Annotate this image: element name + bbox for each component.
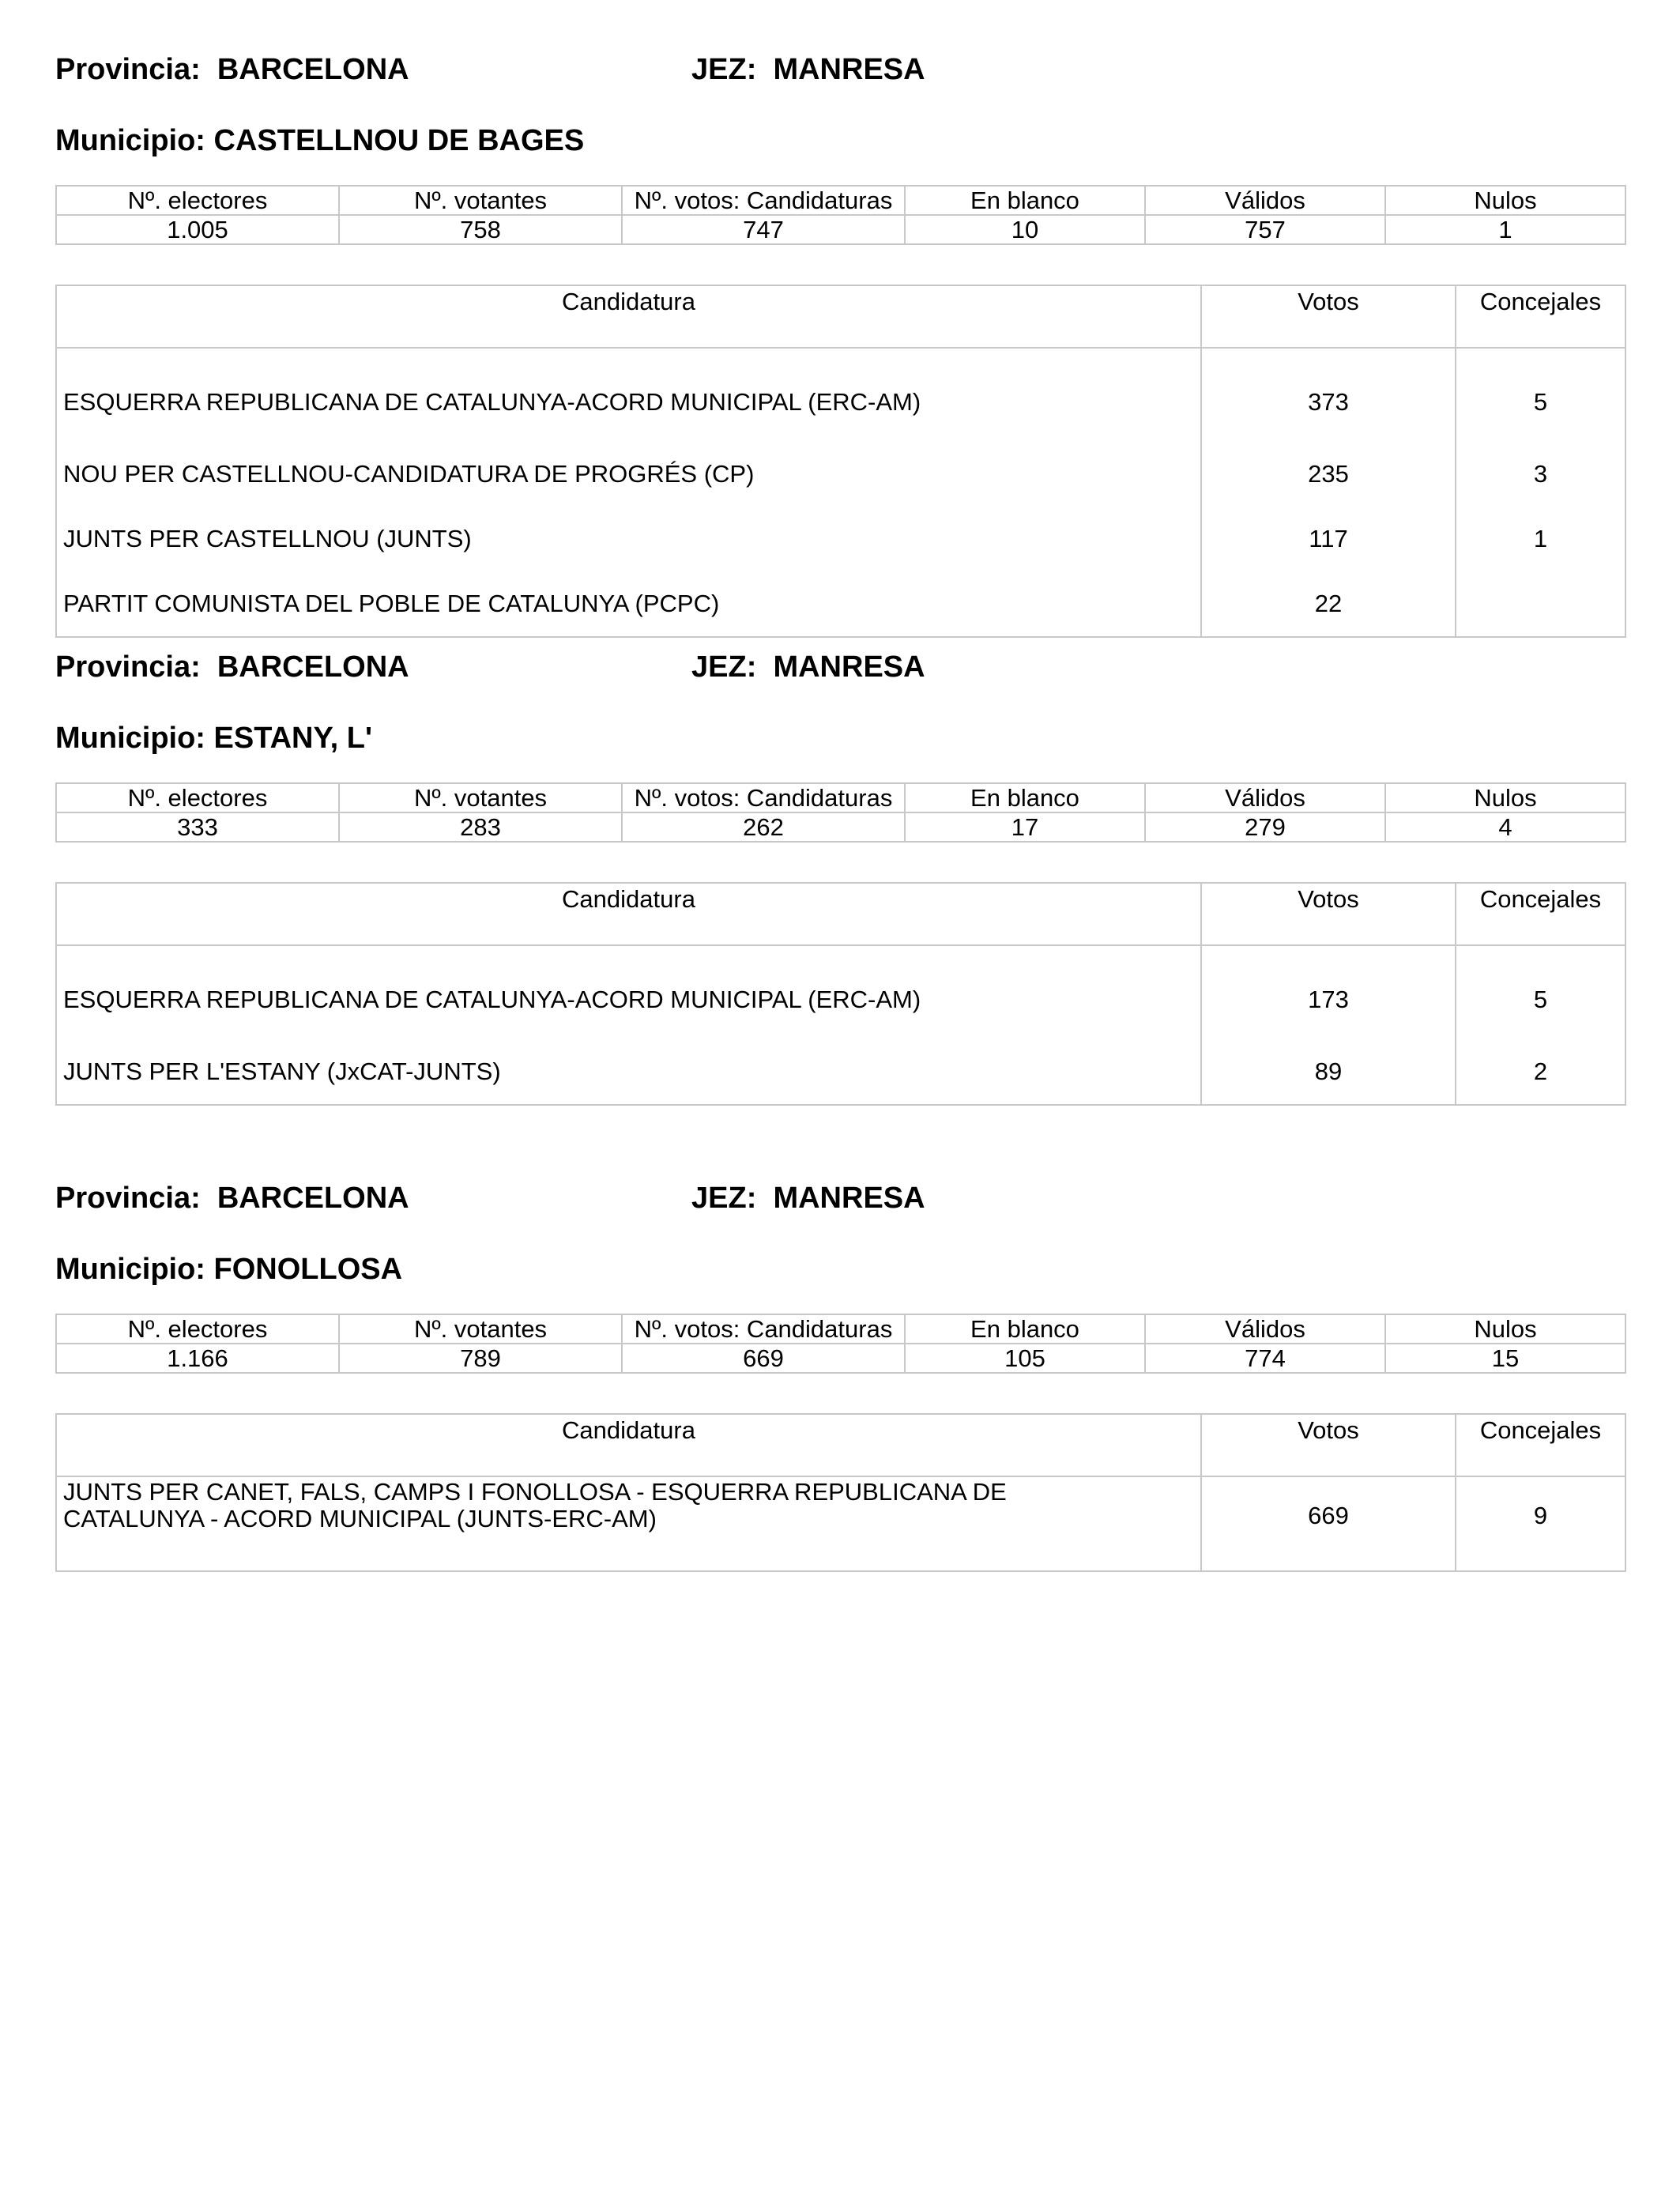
table-row (56, 945, 1625, 1039)
header-nulos: Nulos (1385, 186, 1625, 215)
value-electores: 1.166 (56, 1344, 339, 1373)
header-votos: Votos (1201, 883, 1456, 945)
header-validos: Válidos (1145, 1314, 1385, 1344)
summary-header-row (56, 783, 1625, 812)
header-validos: Válidos (1145, 186, 1385, 215)
jez-label: JEZ: MANRESA (691, 650, 925, 684)
header-votos-candidaturas: Nº. votos: Candidaturas (622, 186, 905, 215)
cand-name-line1: JUNTS PER CANET, FALS, CAMPS I FONOLLOSA - ESQUERRA REPUBLICANA DE (63, 1478, 1007, 1506)
cand-votos: 669 (1201, 1476, 1456, 1571)
header-votos: Votos (1201, 285, 1456, 348)
value-votantes: 789 (339, 1344, 622, 1373)
section-header (55, 1178, 1625, 1219)
jez-label: JEZ: MANRESA (691, 53, 925, 86)
cand-concejales: 9 (1456, 1476, 1625, 1571)
summary-value-row (56, 812, 1625, 842)
cand-name: NOU PER CASTELLNOU-CANDIDATURA DE PROGRÉS (CP) (56, 442, 1201, 507)
table-row (56, 1039, 1625, 1105)
candidaturas-table (55, 882, 1626, 1106)
cand-concejales: 5 (1456, 348, 1625, 442)
municipality-section-castellnou (55, 49, 1625, 617)
header-en-blanco: En blanco (905, 783, 1145, 812)
cand-votos: 173 (1201, 945, 1456, 1039)
cand-votos: 117 (1201, 507, 1456, 571)
table-row (56, 571, 1625, 637)
cand-header-row (56, 883, 1625, 945)
table-row (56, 348, 1625, 442)
table-row (56, 1476, 1625, 1571)
header-concejales: Concejales (1456, 1414, 1625, 1476)
cand-name-line2: CATALUNYA - ACORD MUNICIPAL (JUNTS-ERC-AM) (63, 1505, 657, 1532)
value-en-blanco: 17 (905, 812, 1145, 842)
provincia-label: Provincia: BARCELONA (55, 53, 409, 86)
cand-votos: 89 (1201, 1039, 1456, 1105)
header-votantes: Nº. votantes (339, 783, 622, 812)
cand-votos: 235 (1201, 442, 1456, 507)
cand-concejales (1456, 571, 1625, 637)
value-electores: 1.005 (56, 215, 339, 244)
value-en-blanco: 10 (905, 215, 1145, 244)
header-votantes: Nº. votantes (339, 1314, 622, 1344)
provincia-label: Provincia: BARCELONA (55, 650, 409, 684)
value-nulos: 15 (1385, 1344, 1625, 1373)
value-votantes: 283 (339, 812, 622, 842)
cand-votos: 22 (1201, 571, 1456, 637)
value-electores: 333 (56, 812, 339, 842)
summary-header-row (56, 1314, 1625, 1344)
table-row (56, 442, 1625, 507)
municipio-title: Municipio: ESTANY, L' (55, 722, 372, 755)
value-validos: 774 (1145, 1344, 1385, 1373)
value-en-blanco: 105 (905, 1344, 1145, 1373)
summary-table (55, 185, 1626, 245)
cand-name (56, 1476, 1201, 1571)
header-votantes: Nº. votantes (339, 186, 622, 215)
summary-value-row (56, 215, 1625, 244)
provincia-label: Provincia: BARCELONA (55, 1182, 409, 1215)
value-votos-candidaturas: 669 (622, 1344, 905, 1373)
section-header (55, 647, 1625, 688)
cand-concejales: 1 (1456, 507, 1625, 571)
cand-name: JUNTS PER L'ESTANY (JxCAT-JUNTS) (56, 1039, 1201, 1105)
value-validos: 757 (1145, 215, 1385, 244)
value-nulos: 4 (1385, 812, 1625, 842)
header-votos: Votos (1201, 1414, 1456, 1476)
header-concejales: Concejales (1456, 285, 1625, 348)
header-votos-candidaturas: Nº. votos: Candidaturas (622, 1314, 905, 1344)
municipality-section-estany (55, 647, 1625, 1085)
cand-name: JUNTS PER CASTELLNOU (JUNTS) (56, 507, 1201, 571)
header-electores: Nº. electores (56, 1314, 339, 1344)
section-header (55, 49, 1625, 90)
header-candidatura: Candidatura (56, 285, 1201, 348)
candidaturas-table (55, 1413, 1626, 1572)
summary-table (55, 1314, 1626, 1374)
summary-header-row (56, 186, 1625, 215)
header-nulos: Nulos (1385, 1314, 1625, 1344)
header-electores: Nº. electores (56, 783, 339, 812)
cand-concejales: 2 (1456, 1039, 1625, 1105)
header-nulos: Nulos (1385, 783, 1625, 812)
candidaturas-table (55, 285, 1626, 638)
header-electores: Nº. electores (56, 186, 339, 215)
value-votos-candidaturas: 747 (622, 215, 905, 244)
cand-name: ESQUERRA REPUBLICANA DE CATALUNYA-ACORD MUNICIPAL (ERC-AM) (56, 348, 1201, 442)
table-row (56, 507, 1625, 571)
value-votantes: 758 (339, 215, 622, 244)
municipio-title: Municipio: FONOLLOSA (55, 1253, 403, 1286)
cand-concejales: 5 (1456, 945, 1625, 1039)
cand-header-row (56, 285, 1625, 348)
cand-name: ESQUERRA REPUBLICANA DE CATALUNYA-ACORD MUNICIPAL (ERC-AM) (56, 945, 1201, 1039)
cand-concejales: 3 (1456, 442, 1625, 507)
municipio-title: Municipio: CASTELLNOU DE BAGES (55, 124, 585, 157)
cand-header-row (56, 1414, 1625, 1476)
value-validos: 279 (1145, 812, 1385, 842)
value-votos-candidaturas: 262 (622, 812, 905, 842)
header-candidatura: Candidatura (56, 883, 1201, 945)
header-en-blanco: En blanco (905, 186, 1145, 215)
cand-votos: 373 (1201, 348, 1456, 442)
summary-value-row (56, 1344, 1625, 1373)
header-validos: Válidos (1145, 783, 1385, 812)
header-votos-candidaturas: Nº. votos: Candidaturas (622, 783, 905, 812)
value-nulos: 1 (1385, 215, 1625, 244)
jez-label: JEZ: MANRESA (691, 1182, 925, 1215)
cand-name: PARTIT COMUNISTA DEL POBLE DE CATALUNYA (PCPC) (56, 571, 1201, 637)
header-candidatura: Candidatura (56, 1414, 1201, 1476)
municipality-section-fonollosa (55, 1178, 1625, 1532)
header-concejales: Concejales (1456, 883, 1625, 945)
summary-table (55, 782, 1626, 843)
header-en-blanco: En blanco (905, 1314, 1145, 1344)
